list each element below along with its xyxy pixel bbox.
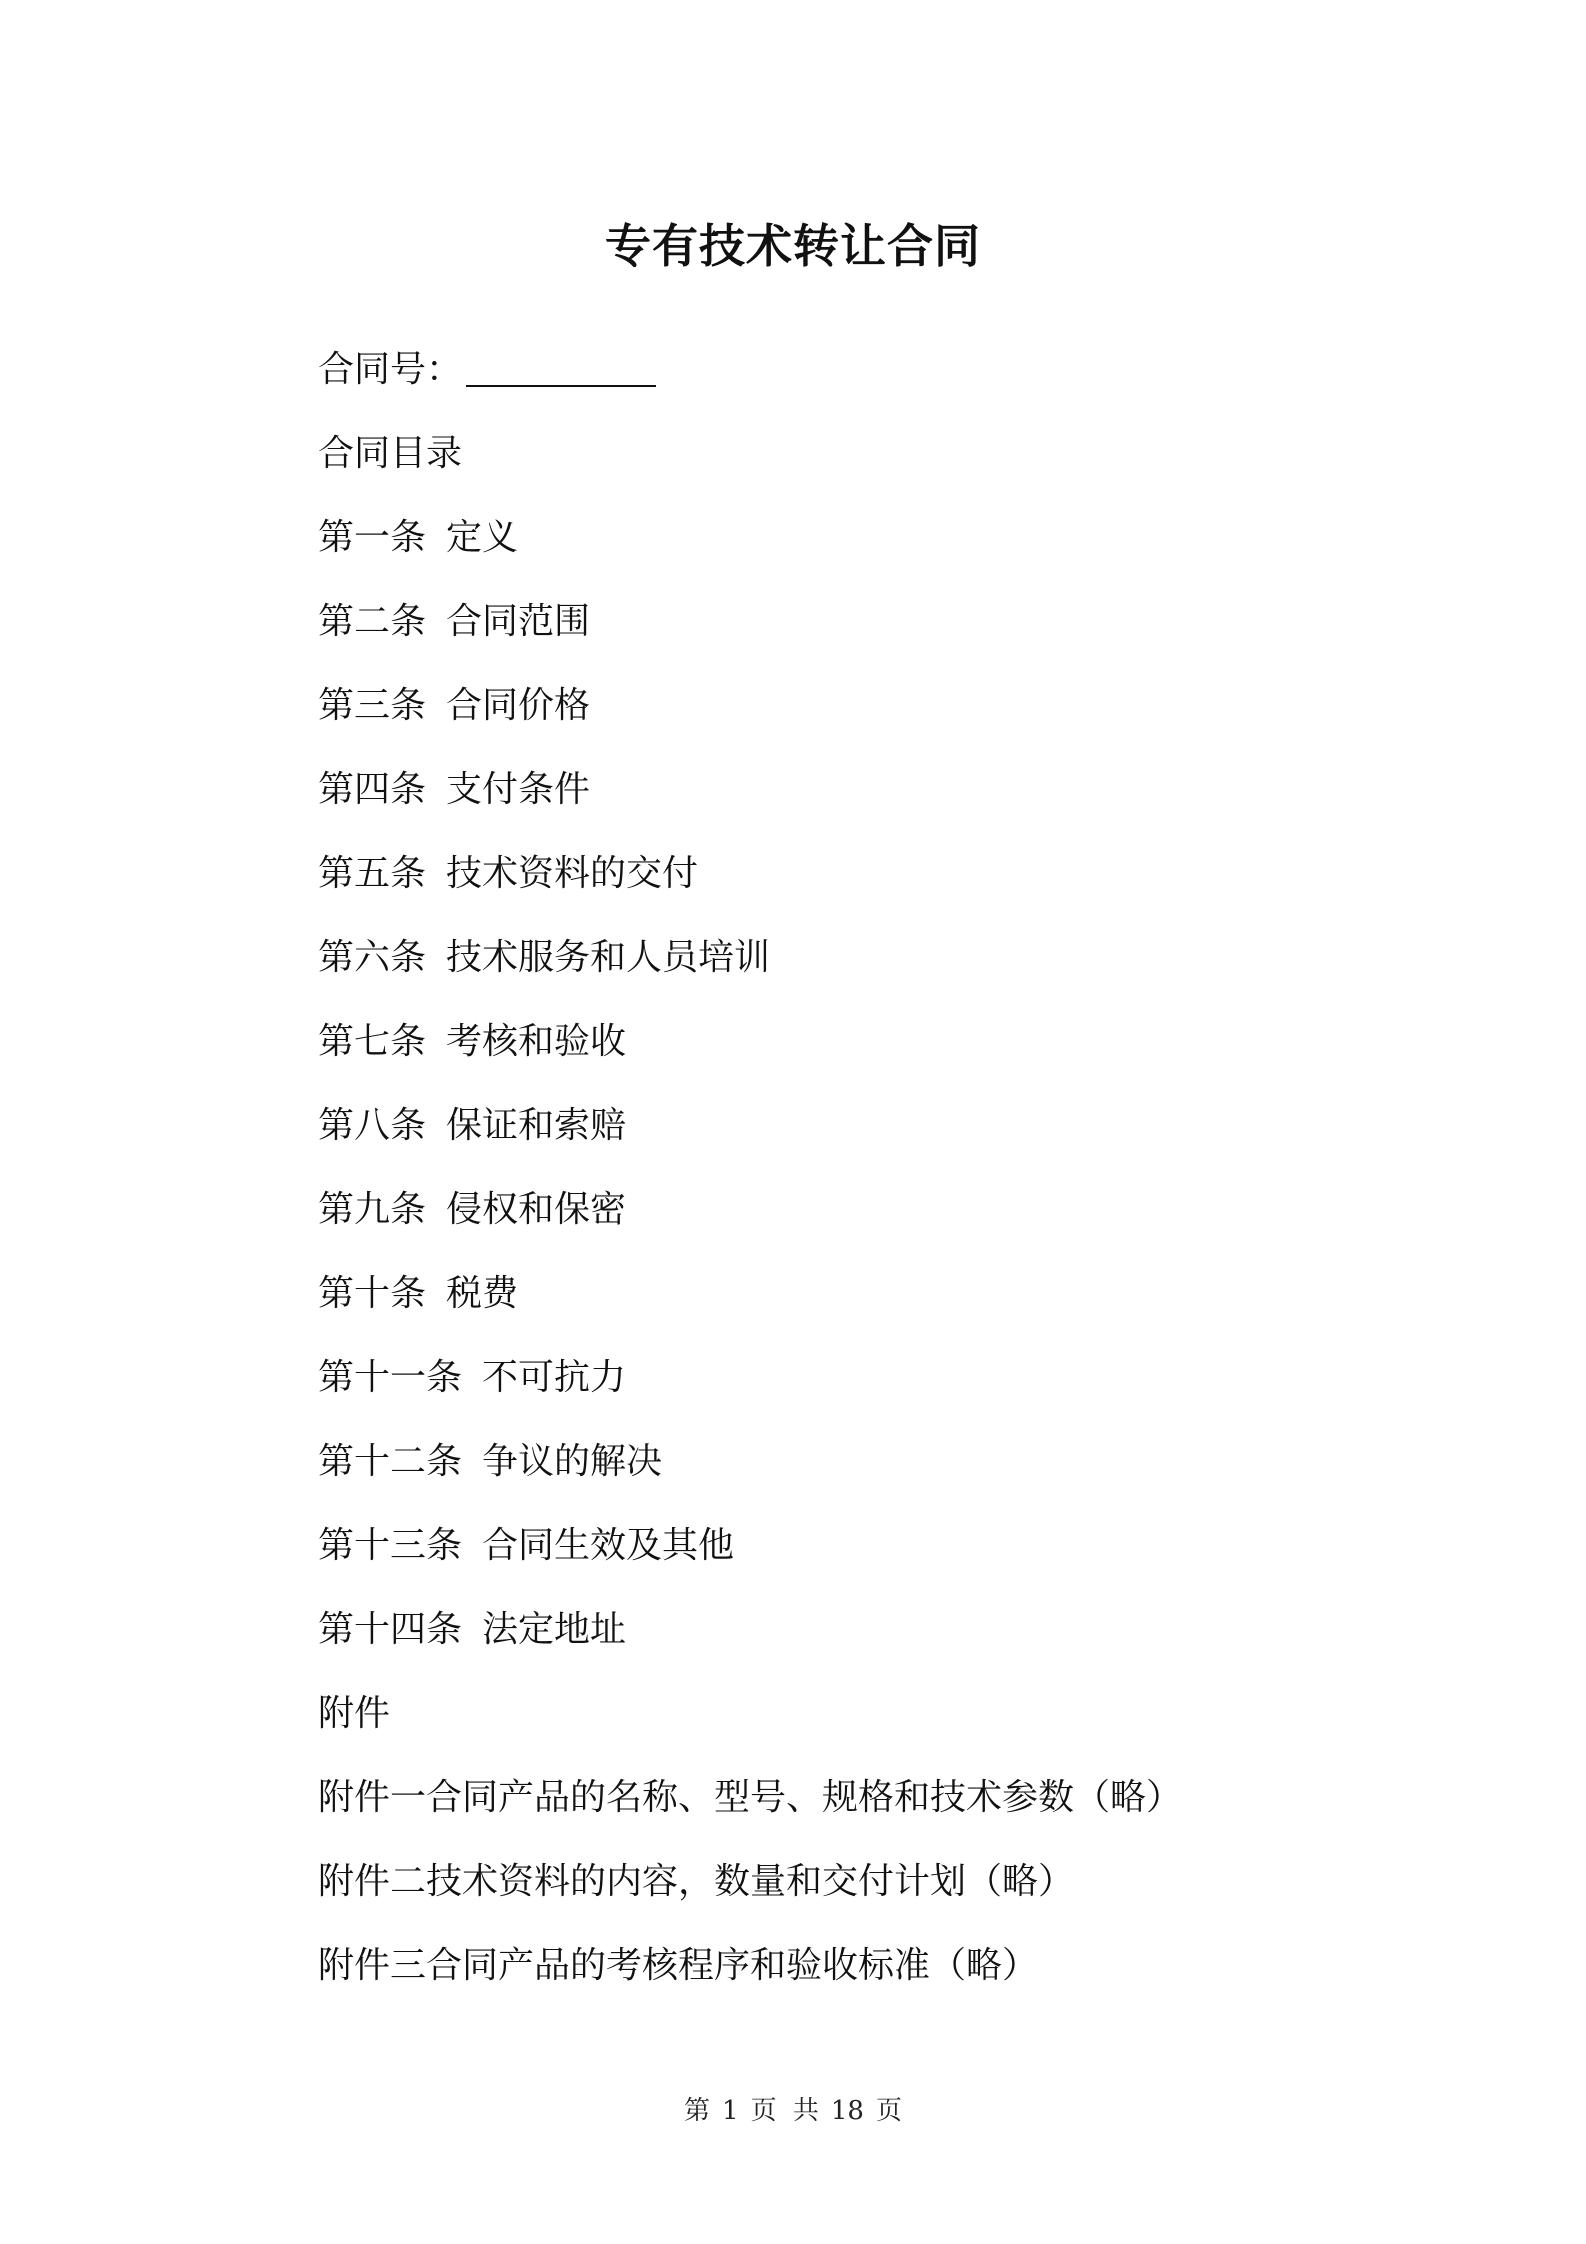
toc-item-number: 第四条	[318, 769, 427, 810]
toc-item	[318, 1588, 1418, 1672]
toc-item-number: 第一条	[318, 517, 427, 558]
appendix-list	[318, 1756, 1418, 2008]
footer-current-page: 1	[722, 2096, 739, 2126]
toc-item	[318, 1084, 1418, 1168]
toc-item-title: 支付条件	[446, 769, 591, 810]
toc-item-title: 税费	[446, 1273, 519, 1314]
toc-item	[318, 1000, 1418, 1084]
document-title: 专有技术转让合同	[605, 219, 981, 273]
footer-middle: 页 共	[750, 2096, 819, 2126]
toc-item-title: 侵权和保密	[446, 1189, 627, 1230]
footer-prefix: 第	[684, 2096, 711, 2126]
toc-item-title: 不可抗力	[482, 1357, 627, 1398]
appendix-item: 附件二技术资料的内容，数量和交付计划（略）	[318, 1861, 1075, 1902]
page-footer	[0, 2090, 1586, 2127]
toc-item-title: 合同生效及其他	[482, 1525, 735, 1566]
toc-item-title: 合同价格	[446, 685, 591, 726]
contract-number-line	[318, 328, 1418, 412]
toc-item-number: 第九条	[318, 1189, 427, 1230]
toc-item-title: 保证和索赔	[446, 1105, 627, 1146]
toc-item	[318, 832, 1418, 916]
toc-item-number: 第三条	[318, 685, 427, 726]
contract-number-blank	[466, 347, 656, 387]
toc-item-number: 第十一条	[318, 1357, 463, 1398]
footer-suffix: 页	[875, 2096, 902, 2126]
toc-item	[318, 664, 1418, 748]
toc-item-number: 第十二条	[318, 1441, 463, 1482]
toc-item	[318, 1252, 1418, 1336]
toc-item-number: 第八条	[318, 1105, 427, 1146]
toc-item-number: 第六条	[318, 937, 427, 978]
footer-total-pages: 18	[830, 2096, 864, 2126]
toc-item-title: 定义	[446, 517, 519, 558]
toc-item-number: 第十条	[318, 1273, 427, 1314]
toc-item	[318, 1336, 1418, 1420]
document-body	[318, 328, 1418, 2008]
toc-item-title: 法定地址	[482, 1609, 627, 1650]
contract-number-label: 合同号：	[318, 349, 463, 390]
toc-item	[318, 496, 1418, 580]
toc-item	[318, 1168, 1418, 1252]
appendix-item: 附件一合同产品的名称、型号、规格和技术参数（略）	[318, 1777, 1183, 1818]
toc-item	[318, 580, 1418, 664]
toc-item	[318, 1504, 1418, 1588]
toc-item-title: 技术资料的交付	[446, 853, 699, 894]
toc-item-title: 争议的解决	[482, 1441, 663, 1482]
toc-heading: 合同目录	[318, 433, 463, 474]
toc-item-number: 第五条	[318, 853, 427, 894]
toc-item-title: 技术服务和人员培训	[446, 937, 771, 978]
toc-item-number: 第七条	[318, 1021, 427, 1062]
appendix-heading: 附件	[318, 1693, 391, 1734]
toc-item-number: 第十四条	[318, 1609, 463, 1650]
toc-item-title: 考核和验收	[446, 1021, 627, 1062]
toc-item	[318, 1420, 1418, 1504]
toc-item-number: 第二条	[318, 601, 427, 642]
appendix-item: 附件三合同产品的考核程序和验收标准（略）	[318, 1945, 1039, 1986]
toc-item-title: 合同范围	[446, 601, 591, 642]
article-list	[318, 496, 1418, 1672]
toc-item	[318, 916, 1418, 1000]
toc-item-number: 第十三条	[318, 1525, 463, 1566]
toc-item	[318, 748, 1418, 832]
